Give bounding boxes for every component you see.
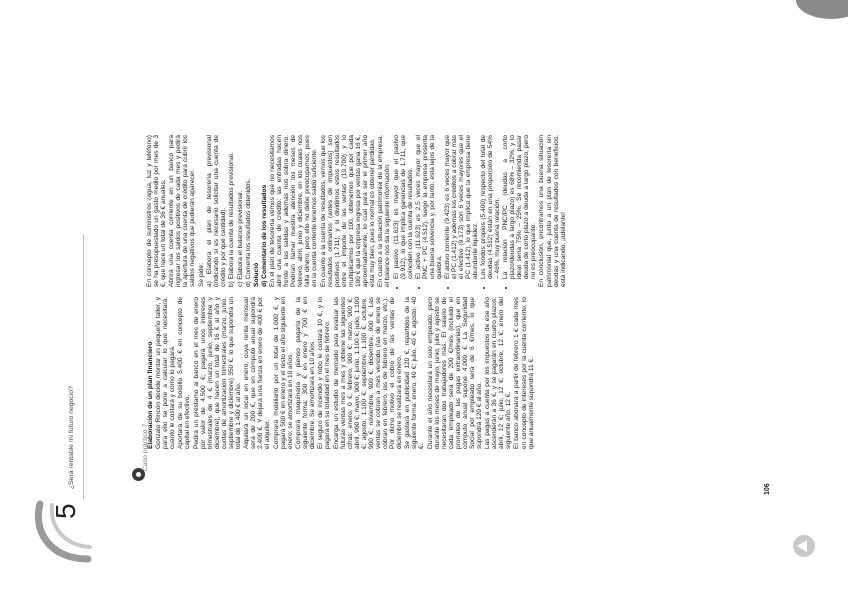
- page-number: 106: [764, 483, 771, 495]
- running-title: ¿Será rentable mi futuro negocio?: [68, 386, 75, 489]
- task-item: a) Elabora el plan de tesorería previsional (indicando si es necesario solicitar una cuenta de crédito y por qué cantidad).: [205, 135, 228, 287]
- scroll-up-arrow-icon[interactable]: [793, 535, 815, 557]
- paragraph: Pedirá un préstamo al banco en el mes de enero por valor de 4.500 €; pagará unos intereses trimestrales de 4 € (marzo, junio, septiembre y diciembre), que hacen un total de 16 € al año y cuotas de amortización trimestrales (marzo, junio, septiembre y diciembre) 350 €, lo que supondrá un total de 1.400 € al año.: [192, 297, 242, 449]
- header-divider: [83, 234, 84, 499]
- paragraph: Durante el año necesitará un solo empleado, pero durante los meses de mayo, junio, julio y agosto se necesitarán dos trabajadores más. El salario de cada empleado será de 200 €/mes (incluido el prorrateo de las pagas extraordinarias), que en cómputo anual supone 4.000 €. La Seguridad Social por empleado será de 6 €/mes, lo que supondrá 120 € al año.: [426, 297, 483, 449]
- paragraph: El seguro de incendio y robo le costará 10 €, y lo pagará en su totalidad en el mes de febrero.: [317, 297, 332, 449]
- case-heading: Elaboración de un plan financiero: [147, 341, 154, 449]
- paragraph: Encarga un estudio de mercado para evaluar las futuras ventas mes a mes y obtiene las siguientes cifras: enero, 0 €; febrero, 900 €; marzo, 900 €; abril, 900 €; mayo, 900 €; junio, 1.100 €; julio, 1.100 €; agosto, 1.100 €; septiembre, 1.100 €; octubre, 900 €; noviembre, 900 €; diciembre, 900 €. Las ventas se cobran a mes vencido (las de enero se cobran en febrero, las de febrero en marzo, etc.). Por dicho motivo el cobro de las ventas de diciembre se realizará en enero.: [332, 297, 403, 449]
- right-column: [146, 135, 568, 287]
- paragraph: Alquilará un local en enero, cuya renta mensual será de 200 €, que en cómputo anual supondrá 2.400 €. Y dejará una fianza en enero de 400 € por el alquiler.: [243, 297, 272, 449]
- task-item: b) Elabora la cuenta de resultados previsional.: [228, 152, 236, 287]
- paragraph: Se gastará en publicidad 120 €, repartidos de la siguiente forma: enero, 40 €; julio, 40 €; agosto, 40 €.: [404, 297, 426, 449]
- bullet-item: • La relación PNC/PC (deudas a corto plazo/deudas a largo plazo) es 68% – 32%, y lo ideal sería 75% – 25%. Se recomienda pasar deuda de corto plazo a deuda a largo plazo, pero no es preocupante.: [502, 135, 537, 279]
- conclusion-paragraph: En conclusión, encontramos una buena situación patrimonial que, junto a un plan de tesorería sin deudas y una cuenta de resultados con beneficios, está indicando: ¡adelante!: [538, 135, 567, 287]
- paragraph: Aportará de su bolsillo 5.400 € en concepto de capital en efectivo.: [177, 297, 192, 449]
- bullet-item: • El pasivo (11.623) es mayor que el pasivo (9.912), lo que implica ganancias de 1.711, que coinciden con la cuenta de resultados.: [393, 135, 414, 279]
- tasks-label: Se pide:: [197, 262, 205, 287]
- bullet-item: • El activo (11.623) es 2,5 veces mayor que el PNC + PC (4.512), luego la empresa presenta una buena solvencia y, por tanto, está lejos de la quiebra.: [415, 135, 443, 279]
- solution-heading: Solució: [252, 262, 260, 287]
- balance-bullet-list: [393, 135, 538, 287]
- paragraph: El banco abonará a partir de febrero 1 € cada mes en concepto de intereses por la cuenta corriente, lo que anualmente supondrá 11 €.: [513, 297, 535, 449]
- paragraph: Comprará mobiliario por un total de 1.000 €, y pagará 500 € en enero y el resto el año siguiente en enero; se amortizará en 10 años.: [272, 297, 294, 449]
- task-item: c) Elabora el balance previsional.: [236, 190, 244, 287]
- task-item: d) Comenta los resultados obtenidos.: [244, 178, 252, 287]
- bullet-item: • Los fondos propios (5.400) respecto del total de deudas (4.512) están en una proporción de 54% – 46%, muy buena relación.: [480, 135, 501, 279]
- left-column: [146, 297, 536, 449]
- paragraph: En el plan de tesorería vemos que no necesitamos abrir una cuenta de crédito: las entradas hacen frente a las salidas y además nos sobra dinero. Podrían llamar nuestra atención los meses de febrero, abril, junio y diciembre, en los cuales nos falta dinero, pero ello no debe preocuparnos, pues en la cuenta corriente tenemos saldo suficiente.: [269, 135, 319, 287]
- paragraph: En cuanto a la cuenta de resultados, vemos que los resultados ordinarios (antes de impuestos) son positivos (1.711), y si dividimos estos resultados entre el importe de las ventas (10.700) y lo multiplicamos por 100, obtenemos que por cada 100 € que la empresa ingresa por ventas gana 16 €, aproximadamente, lo cual para ser el primer año está muy bien, pues lo normal es obtener pérdidas.: [319, 135, 376, 287]
- chapter-number: 5: [50, 503, 81, 519]
- paragraph: Comprará maquinaria y pienso pagarla de la siguiente forma: 300 € en enero y 700 € en diciembre. Se amortizará en 10 años.: [294, 297, 317, 449]
- bullet-item: • El activo corriente (9.423) es 6 veces mayor que el PC (1.412) y además los créditos a cobrar más el efectivo (9.173) son 6 veces mayores que el PC (1.412), lo que implica que la empresa tiene abundante liquidez.: [444, 135, 479, 279]
- paragraph: Abrirá una cuenta corriente en un banco para ingresar los saldos positivos de cada mes y pedirá la apertura de una cuenta de crédito para cubrir los saldos negativos que pudieran aparecer.: [168, 135, 197, 287]
- paragraph: En cuanto a la situación patrimonial de la empresa, el balance nos da la siguiente información:: [377, 135, 392, 287]
- case-study-label: Caso práctico 7: [142, 423, 149, 471]
- paragraph: En concepto de suministros (agua, luz y teléfono) se ha presupuestado un gasto medio por mes de 3 €, que hace un total de 36 € anuales.: [146, 135, 168, 287]
- comment-heading: d) Comentario de los resultados: [261, 184, 269, 287]
- corner-page-tab: [796, 0, 848, 19]
- paragraph: Las pagas a cuenta por los impuestos de ese año ascenderán a 36 €, y se pagarán en cuatro plazos: abril, 12 €; julio, 12 €; octubre, 12 €; enero del siguiente año, 12 €.: [484, 297, 513, 449]
- paragraph: Gonzalo Rincón decide montar un pequeño taller, y para ello se pone a calcular lo que necesitará, cuánto le costará y cómo lo pagará.: [155, 297, 177, 449]
